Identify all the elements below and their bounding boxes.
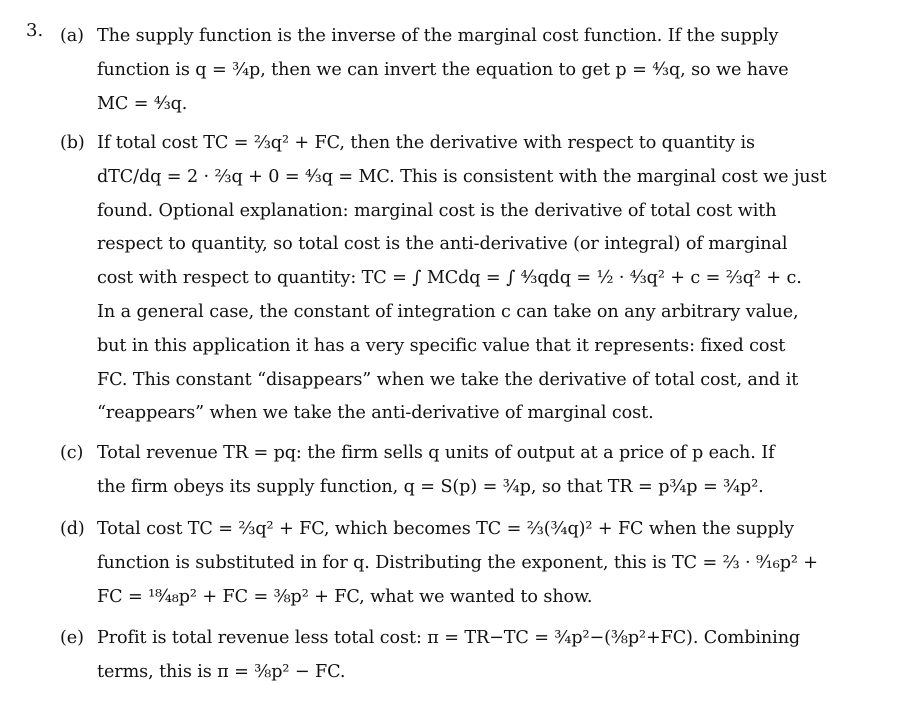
part-c-line: the firm obeys its supply function, q = S(p) = ¾p, so that TR = p¾p = ¾p². — [97, 476, 764, 497]
part-b-line: In a general case, the constant of integration c can take on any arbitrary value, — [97, 301, 799, 322]
part-a-line: The supply function is the inverse of the marginal cost function. If the supply — [97, 26, 779, 46]
part-b-body — [97, 127, 847, 431]
part-d-body — [97, 513, 847, 614]
part-b-line: dTC/dq = 2 · ⅔q + 0 = ⁴⁄₃q = MC. This is consistent with the marginal cost we just — [97, 166, 827, 187]
part-e-line: Profit is total revenue less total cost: π = TR−TC = ¾p²−(⅜p²+FC). Combining — [97, 628, 801, 648]
part-c-label: (c) — [60, 443, 84, 463]
part-b-line: but in this application it has a very specific value that it represents: fixed cost — [97, 335, 786, 356]
problem-number: 3. — [26, 20, 44, 41]
part-a-body — [97, 20, 847, 121]
part-c-line: Total revenue TR = pq: the firm sells q units of output at a price of p each. If — [97, 443, 775, 463]
part-b-line: found. Optional explanation: marginal cost is the derivative of total cost with — [97, 200, 777, 221]
part-b-label: (b) — [60, 133, 85, 153]
part-d-label: (d) — [60, 519, 85, 539]
part-d-line: FC = ¹⁸⁄₄₈p² + FC = ⅜p² + FC, what we wanted to show. — [97, 586, 593, 607]
part-a-line: MC = ⁴⁄₃q. — [97, 93, 188, 114]
part-b-line: respect to quantity, so total cost is the anti-derivative (or integral) of marginal — [97, 234, 788, 255]
part-b-line: “reappears” when we take the anti-derivative of marginal cost. — [97, 403, 654, 424]
part-d-line: Total cost TC = ⅔q² + FC, which becomes TC = ⅔(¾q)² + FC when the supply — [97, 519, 794, 539]
part-a-label: (a) — [60, 26, 84, 46]
part-e-label: (e) — [60, 628, 84, 648]
part-c-body — [97, 437, 847, 505]
part-e-line: terms, this is π = ⅜p² − FC. — [97, 661, 346, 682]
part-d-line: function is substituted in for q. Distributing the exponent, this is TC = ⅔ · ⁹⁄₁₆p² + — [97, 552, 818, 573]
part-e-body — [97, 622, 847, 690]
part-a-line: function is q = ¾p, then we can invert the equation to get p = ⁴⁄₃q, so we have — [97, 59, 789, 80]
part-b-line: FC. This constant “disappears” when we take the derivative of total cost, and it — [97, 369, 799, 390]
part-b-line: If total cost TC = ⅔q² + FC, then the derivative with respect to quantity is — [97, 133, 755, 153]
part-b-line: cost with respect to quantity: TC = ∫ MCdq = ∫ ⁴⁄₃qdq = ½ · ⁴⁄₃q² + c = ⅔q² + c. — [97, 268, 802, 289]
